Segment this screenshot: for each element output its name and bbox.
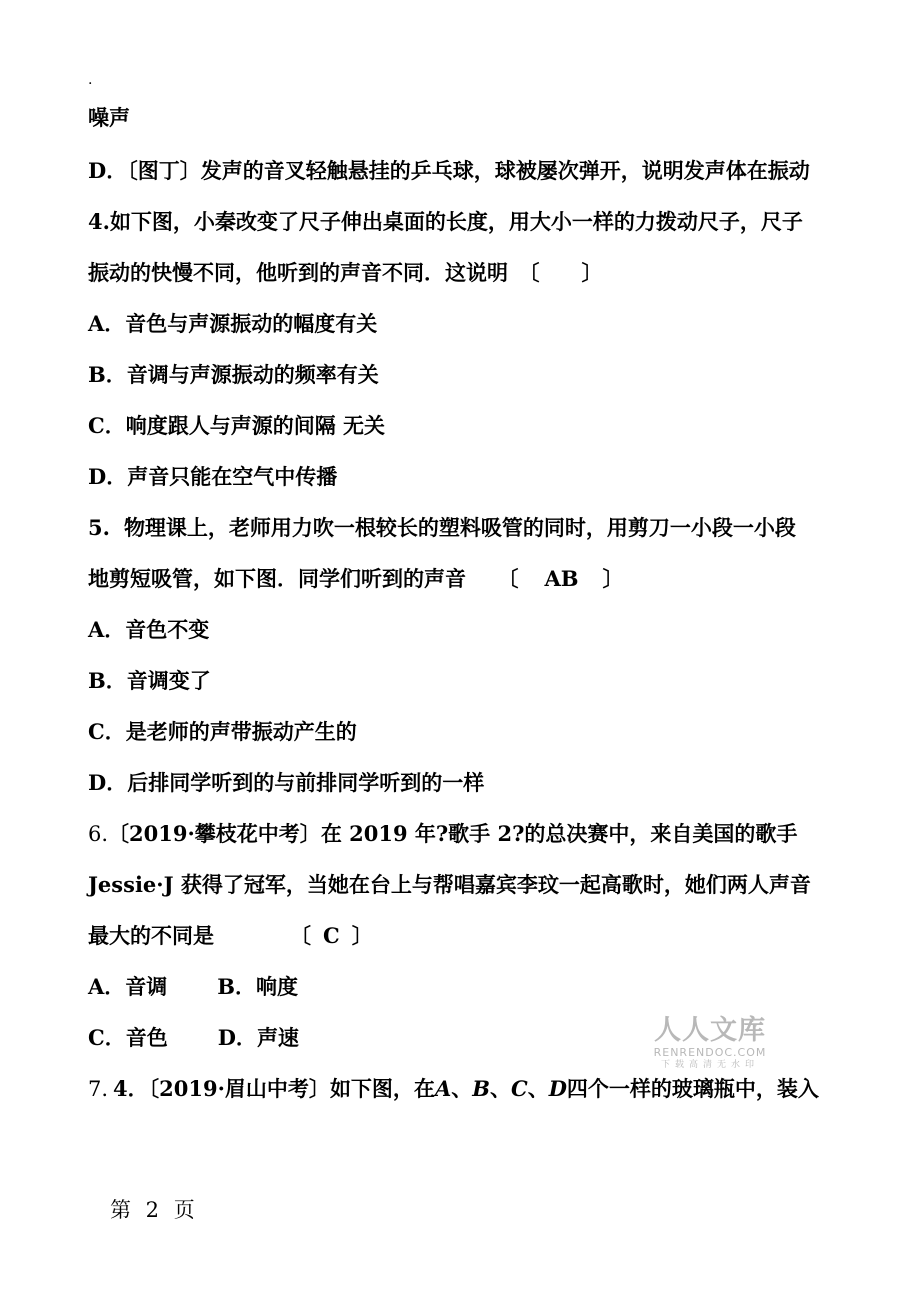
question-number: 5. — [88, 515, 110, 540]
option-text: 响度跟人与声源的间隔 无关 — [125, 413, 386, 438]
option-label: D． — [88, 158, 128, 183]
question-number: 7. — [88, 1077, 109, 1101]
line-noise: 噪声 — [88, 105, 130, 130]
q6-stem-line3 — [88, 922, 373, 950]
q4-stem-line1 — [88, 208, 803, 236]
question-subnumber: 4． — [113, 1076, 149, 1101]
question-text: 物理课上，老师用力吹一根较长的塑料吸管的同时，用剪刀一小段一小段 — [123, 515, 796, 540]
question-text: 如下图，小秦改变了尺子伸出桌面的长度，用大小一样的力拨动尺子，尺子 — [109, 209, 803, 234]
question-number: 6. — [88, 822, 109, 846]
watermark-domain: RENRENDOC.COM — [653, 1046, 767, 1059]
option-text: 声速 — [256, 1025, 299, 1050]
question-source: 〔2019·眉山中考〕 — [148, 1076, 330, 1101]
q3-option-d — [88, 157, 810, 185]
q6-stem-line1 — [88, 820, 797, 848]
option-text: 音色不变 — [125, 617, 210, 642]
q5-stem-line2 — [88, 565, 624, 593]
option-text: 是老师的声带振动产生的 — [125, 719, 357, 744]
separator: 、 — [451, 1076, 473, 1101]
q4-option-c — [88, 412, 385, 440]
option-label: C． — [88, 719, 126, 744]
option-label: A． — [88, 617, 126, 642]
option-text: 后排同学听到的与前排同学听到的一样 — [127, 770, 485, 795]
q5-option-c — [88, 718, 357, 746]
question-text: 如下图，在 — [329, 1076, 435, 1101]
page-number: 第 2 页 — [110, 1198, 199, 1222]
q6-stem-line2: Jessie·J 获得了冠军，当她在台上与帮唱嘉宾李玟一起高歌时，她们两人声音 — [88, 872, 811, 897]
question-number: 4. — [88, 209, 110, 234]
bracket-close: 〕 — [602, 566, 624, 591]
option-label: B． — [88, 362, 127, 387]
option-label: B． — [217, 974, 257, 999]
bracket-open: 〔 — [290, 923, 311, 948]
option-label: A． — [88, 311, 126, 336]
option-label: D． — [217, 1025, 257, 1050]
option-label: D． — [88, 770, 128, 795]
option-label: C． — [88, 1025, 126, 1050]
option-text: 〔图丁〕发声的音叉轻触悬挂的乒乓球，球被屡次弹开，说明发声体在振动 — [127, 158, 810, 183]
separator: 、 — [489, 1076, 511, 1101]
q5-stem-line1 — [88, 514, 796, 542]
option-text: 音调与声源振动的频率有关 — [126, 362, 379, 387]
q5-option-d — [88, 769, 484, 797]
answer: C — [323, 923, 340, 948]
option-text: 音调 — [125, 974, 168, 999]
option-text: 音色 — [125, 1025, 168, 1050]
q6-options-row1 — [88, 973, 298, 1001]
option-text: 音色与声源振动的幅度有关 — [125, 311, 378, 336]
q5-option-b — [88, 667, 211, 695]
option-label: B． — [88, 668, 127, 693]
watermark — [648, 1016, 772, 1071]
option-text: 声音只能在空气中传播 — [127, 464, 338, 489]
q4-stem-line2: 振动的快慢不同，他听到的声音不同．这说明 〔 〕 — [88, 260, 603, 285]
bottle-label-b: B — [472, 1076, 490, 1101]
bottle-label-a: A — [434, 1076, 452, 1101]
q5-option-a — [88, 616, 209, 644]
option-label: A． — [88, 974, 126, 999]
question-text: 四个一样的玻璃瓶中，装入 — [566, 1076, 819, 1101]
header-dot: . — [88, 72, 93, 88]
q4-option-b — [88, 361, 379, 389]
option-text: 响度 — [256, 974, 299, 999]
watermark-slogan: 下载高清无水印 — [660, 1060, 759, 1070]
q7-stem-line1 — [88, 1075, 819, 1103]
option-text: 音调变了 — [126, 668, 211, 693]
question-text: 地剪短吸管，如下图．同学们听到的声音 〔 — [88, 566, 519, 591]
bottle-label-c: C — [510, 1076, 528, 1101]
option-label: C． — [88, 413, 126, 438]
option-label: D． — [88, 464, 128, 489]
q4-option-d — [88, 463, 337, 491]
q6-options-row2 — [88, 1024, 299, 1052]
question-text: 在 2019 年?歌手 2?的总决赛中，来自美国的歌手 — [320, 821, 798, 846]
answer: AB — [544, 566, 579, 591]
q4-option-a — [88, 310, 377, 338]
question-source: 〔2019·攀枝花中考〕 — [108, 821, 321, 846]
separator: 、 — [527, 1076, 549, 1101]
bottle-label-d: D — [548, 1076, 567, 1101]
bracket-close: 〕 — [351, 923, 373, 948]
watermark-title: 人人文库 — [654, 1015, 766, 1046]
question-text: 最大的不同是 — [88, 923, 214, 948]
